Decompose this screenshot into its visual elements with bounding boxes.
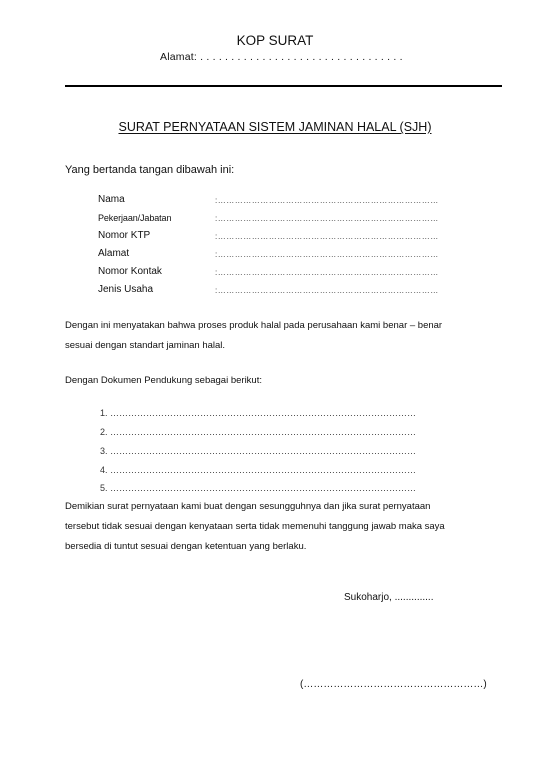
document-title: SURAT PERNYATAAN SISTEM JAMINAN HALAL (SJH) (118, 120, 432, 134)
field-label-jenis-usaha: Jenis Usaha (98, 284, 154, 295)
field-label-nomor-kontak: Nomor Kontak (98, 266, 162, 277)
field-blank-nomor-kontak: :…………………………………………………………………… (215, 268, 439, 277)
field-label-pekerjaan: Pekerjaan/Jabatan (98, 213, 172, 223)
closing-line-2: tersebut tidak sesuai dengan kenyataan serta tidak memenuhi tanggung jawab maka saya (65, 521, 445, 532)
document-item-4: 4. ………………………………………………………………………………………… (100, 465, 417, 475)
place-date: Sukoharjo, .............. (344, 592, 434, 603)
document-item-3: 3. ………………………………………………………………………………………… (100, 446, 417, 456)
field-blank-pekerjaan: :…………………………………………………………………… (215, 214, 439, 223)
field-label-nama: Nama (98, 194, 125, 205)
field-blank-alamat: :…………………………………………………………………… (215, 250, 439, 259)
field-blank-nama: :…………………………………………………………………… (215, 196, 439, 205)
letterhead-address: Alamat: . . . . . . . . . . . . . . . . . . . . . . . . . . . . . . . . . (160, 51, 403, 63)
letterhead-title: KOP SURAT (236, 33, 314, 48)
closing-line-3: bersedia di tuntut sesuai dengan ketentuan yang berlaku. (65, 541, 307, 552)
field-label-nomor-ktp: Nomor KTP (98, 230, 151, 241)
field-blank-jenis-usaha: :…………………………………………………………………… (215, 286, 439, 295)
documents-intro: Dengan Dokumen Pendukung sebagai berikut: (65, 375, 262, 386)
document-item-1: 1. ………………………………………………………………………………………… (100, 408, 417, 418)
intro-text: Yang bertanda tangan dibawah ini: (65, 164, 235, 176)
document-item-2: 2. ………………………………………………………………………………………… (100, 427, 417, 437)
field-label-alamat: Alamat (98, 248, 130, 259)
signature-line: (………………………………………………) (300, 679, 487, 690)
field-blank-nomor-ktp: :…………………………………………………………………… (215, 232, 439, 241)
document-item-5: 5. ………………………………………………………………………………………… (100, 483, 417, 493)
statement-line-2: sesuai dengan standart jaminan halal. (65, 340, 226, 351)
closing-line-1: Demikian surat pernyataan kami buat dengan sesungguhnya dan jika surat pernyataan (65, 501, 431, 512)
statement-line-1: Dengan ini menyatakan bahwa proses produk halal pada perusahaan kami benar – benar (65, 320, 443, 331)
header-divider (65, 85, 502, 87)
